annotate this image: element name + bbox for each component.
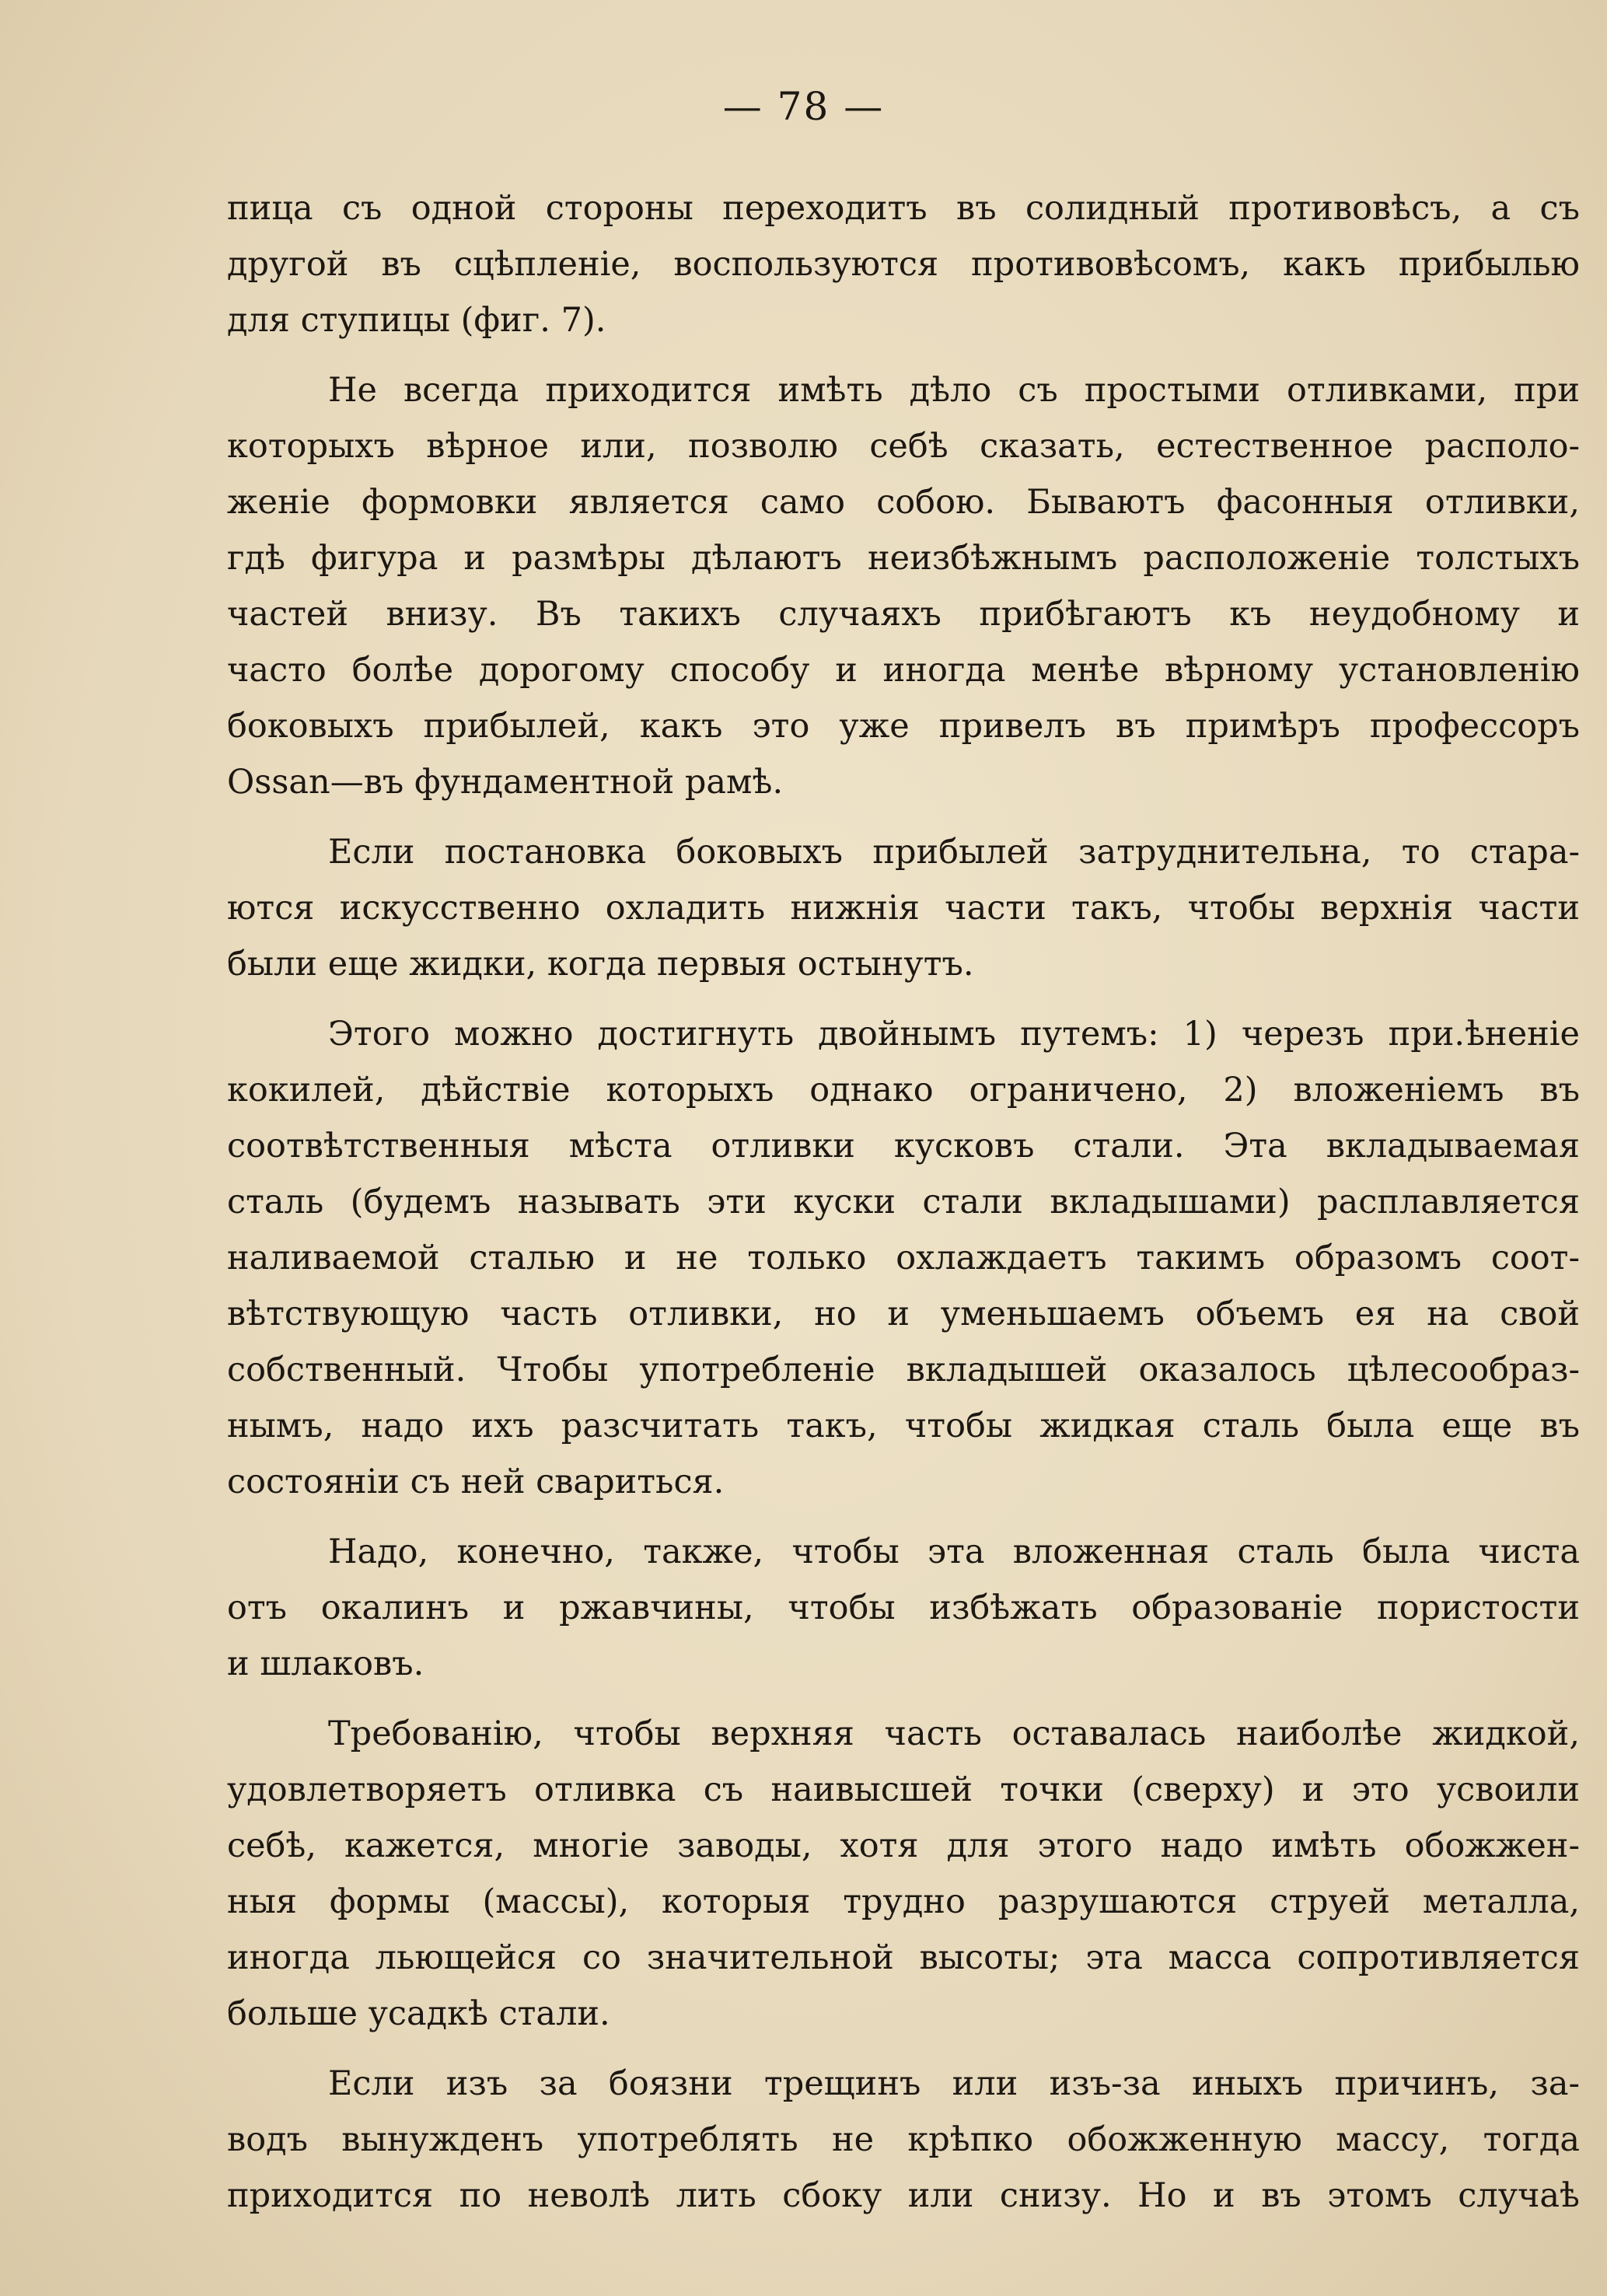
paragraph: [227, 362, 1580, 810]
text-line: Требованію, чтобы верхняя часть оставалась наиболѣе жидкой,: [328, 1714, 1580, 1753]
text-line: Ossan—въ фундаментной рамѣ.: [227, 763, 784, 802]
text-line: Не всегда приходится имѣть дѣло съ простыми отливками, при: [328, 371, 1580, 410]
text-line: вѣтствующую часть отливки, но и уменьшаемъ объемъ ея на свой: [227, 1295, 1580, 1333]
paragraph: [227, 1006, 1580, 1510]
text-line: пица съ одной стороны переходитъ въ солидный противовѣсъ, а съ: [227, 189, 1580, 228]
text-line: собственный. Чтобы употребленіе вкладышей оказалось цѣлесообраз-: [227, 1351, 1580, 1389]
text-line: отъ окалинъ и ржавчины, чтобы избѣжать образованіе пористости: [227, 1588, 1580, 1627]
text-line: частей внизу. Въ такихъ случаяхъ прибѣгаютъ къ неудобному и: [227, 595, 1580, 634]
text-line: гдѣ фигура и размѣры дѣлаютъ неизбѣжнымъ расположеніе толстыхъ: [227, 539, 1580, 578]
paragraph: [227, 824, 1580, 992]
paragraph: [227, 1706, 1580, 2042]
text-line: Если постановка боковыхъ прибылей затруднительна, то стара-: [328, 833, 1580, 872]
text-line: иногда льющейся со значительной высоты; эта масса сопротивляется: [227, 1938, 1580, 1977]
text-line: себѣ, кажется, многіе заводы, хотя для этого надо имѣть обожжен-: [227, 1826, 1580, 1865]
text-line: Если изъ за боязни трещинъ или изъ-за иныхъ причинъ, за-: [328, 2064, 1580, 2103]
text-line: и шлаковъ.: [227, 1644, 424, 1683]
text-line: состояніи съ ней свариться.: [227, 1463, 725, 1501]
text-line: ныя формы (массы), которыя трудно разрушаются струей металла,: [227, 1882, 1580, 1921]
text-line: приходится по неволѣ лить сбоку или снизу. Но и въ этомъ случаѣ: [227, 2176, 1580, 2215]
text-line: Этого можно достигнуть двойнымъ путемъ: 1) черезъ при.ѣненіе: [328, 1015, 1580, 1054]
text-line: часто болѣе дорогому способу и иногда менѣе вѣрному установленію: [227, 651, 1580, 690]
text-line: другой въ сцѣпленіе, воспользуются противовѣсомъ, какъ прибылью: [227, 245, 1580, 284]
text-line: боковыхъ прибылей, какъ это уже привелъ въ примѣръ профессоръ: [227, 707, 1580, 746]
text-line: нымъ, надо ихъ разсчитать такъ, чтобы жидкая сталь была еще въ: [227, 1407, 1580, 1445]
text-line: женіе формовки является само собою. Бываютъ фасонныя отливки,: [227, 483, 1580, 522]
text-line: кокилей, дѣйствіе которыхъ однако ограничено, 2) вложеніемъ въ: [227, 1071, 1580, 1110]
text-line: больше усадкѣ стали.: [227, 1994, 610, 2033]
text-line: которыхъ вѣрное или, позволю себѣ сказать, естественное располо-: [227, 427, 1580, 466]
body-text: [227, 180, 1580, 2224]
paragraph: [227, 2056, 1580, 2224]
text-line: Надо, конечно, также, чтобы эта вложенная сталь была чиста: [328, 1532, 1580, 1571]
paragraph: [227, 1524, 1580, 1692]
paragraph: [227, 180, 1580, 348]
text-line: ются искусственно охладить нижнія части такъ, чтобы верхнія части: [227, 889, 1580, 928]
page-number: — 78 —: [722, 84, 885, 129]
text-line: удовлетворяетъ отливка съ наивысшей точки (сверху) и это усвоили: [227, 1770, 1580, 1809]
text-line: сталь (будемъ называть эти куски стали вкладышами) расплавляется: [227, 1183, 1580, 1221]
text-line: для ступицы (фиг. 7).: [227, 301, 606, 340]
text-line: были еще жидки, когда первыя остынутъ.: [227, 945, 974, 984]
text-line: наливаемой сталью и не только охлаждаетъ такимъ образомъ соот-: [227, 1239, 1580, 1277]
text-line: соотвѣтственныя мѣста отливки кусковъ стали. Эта вкладываемая: [227, 1127, 1580, 1165]
text-line: водъ вынужденъ употреблять не крѣпко обожженную массу, тогда: [227, 2120, 1580, 2159]
